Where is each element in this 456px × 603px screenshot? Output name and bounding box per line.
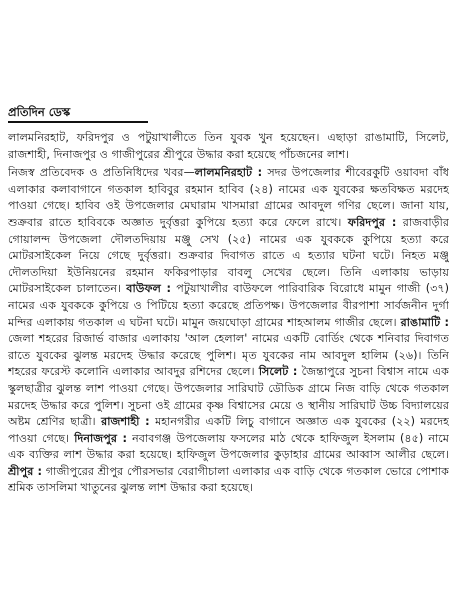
article-body [8, 130, 449, 595]
byline-underline [8, 121, 148, 123]
location-faridpur: ফরিদপুর : [347, 215, 397, 229]
headline-line-2 [0, 50, 456, 96]
location-sylhet: সিলেট : [258, 365, 298, 379]
byline: প্রতিদিন ডেস্ক [8, 105, 71, 119]
headline-line-1 [0, 4, 456, 50]
news-sylhet: জৈন্তাপুরে সুচনা বিশ্বাস নামে এক স্কুলছাত্রীর ঝুলন্ত লাশ পাওয়া গেছে। উপজেলার সারিঘাট ডৌডিক গ্রামে নিজ বাড়ি থেকে গতকাল মরদেহ উদ্ধার করে পুলিশ। সুচনা ওই গ্রামের কৃষ্ণ বিশ্বাসের মেয়ে ও স্থানীয় সারিঘাট উচ্চ বিদ্যালয়ের অষ্টম শ্রেণির ছাত্রী। [8, 365, 449, 429]
news-bauphal: পটুয়াখালীর বাউফলে পারিবারিক বিরোধে মামুন গাজী (৩৭) নামের এক যুবককে কুপিয়ে ও পিটিয়ে হত্যা করেছে প্রতিপক্ষ। উপজেলার বীরপাশা সার্বজনীন দুর্গা মন্দির এলাকায় গতকাল এ ঘটনা ঘটে। মামুন জয়ঘোড়া গ্রামের শাহআলম গাজীর ছেলে। [8, 282, 449, 329]
location-rangamati: রাঙামাটি : [400, 315, 449, 329]
news-rangamati: জেলা শহরের রিজার্ভ বাজার এলাকায় 'আল হেলাল' নামের একটি বোর্ডিং থেকে শনিবার দিবাগত রাতে যুবকের ঝুলন্ত মরদেহ উদ্ধার করেছে পুলিশ। মৃত যুবকের নাম আবদুল হালিম (২৬)। তিনি শহরের ফরেস্ট কলোনি এলাকার আবদুর রশিদের ছেলে। [8, 332, 449, 379]
headline [0, 4, 456, 96]
location-rajshahi: রাজশাহী : [101, 415, 150, 429]
news-lalmonirhat: সদর উপজেলার শীবেরকুটি ওয়াবদা বাঁধ এলাকার কলাবাগানে গতকাল হাবিবুর রহমান হাবিব (২৪) নামের এক যুবকের ক্ষতবিক্ষত মরদেহ পাওয়া গেছে। হাবিব ওই উপজেলার মেঘারাম খাসমারা গ্রামের আবদুল গণির ছেলে। জানা যায়, শুক্রবার রাতে হাবিবকে অজ্ঞাত দুর্বৃত্তরা কুপিয়ে হত্যা করে ফেলে রাখে। [8, 166, 449, 229]
location-bauphal: বাউফল : [126, 282, 172, 296]
location-sreepur: শ্রীপুর : [8, 464, 43, 478]
paragraph-lead: নিজস্ব প্রতিবেদক ও প্রতিনিধিদের খবর— [8, 166, 195, 180]
news-faridpur: রাজবাড়ীর গোয়ালন্দ উপজেলা দৌলতদিয়ায় মঞ্জু সেখ (২৫) নামের এক যুবককে কুপিয়ে হত্যা করে মোটরসাইকেল নিয়ে গেছে দুর্বৃত্তরা। শুক্রবার দিবাগত রাতে এ হত্যার ঘটনা ঘটে। নিহত মঞ্জু দৌলতদিয়া ইউনিয়নের রহমান ফকিরপাড়ার বাবলু সেখের ছেলে। তিনি এলাকায় ভাড়ায় মোটরসাইকেল চালাতেন। [8, 215, 449, 296]
news-rajshahi: মহানগরীর একটি লিচু বাগানে অজ্ঞাত এক যুবকের (২২) মরদেহ পাওয়া গেছে। [8, 415, 449, 445]
location-lalmonirhat: লালমনিরহাট : [194, 166, 263, 180]
news-dinajpur: নবাবগঞ্জ উপজেলায় ফসলের মাঠ থেকে হাফিজুল ইসলাম (৪৫) নামে এক ব্যক্তির লাশ উদ্ধার করা হয়েছে। হাফিজুল উপজেলার কুড়াহার গ্রামের আব্বাস আলীর ছেলে। [8, 431, 449, 462]
article-paragraph [8, 165, 449, 497]
article-intro: লালমনিরহাট, ফরিদপুর ও পটুয়াখালীতে তিন যুবক খুন হয়েছেন। এছাড়া রাঙামাটি, সিলেট, রাজশাহী, দিনাজপুর ও গাজীপুরের শ্রীপুরে উদ্ধার করা হয়েছে পাঁচজনের লাশ। [8, 131, 449, 161]
news-sreepur: গাজীপুরের শ্রীপুর পৌরসভার বেরাগীচালা এলাকার এক বাড়ি থেকে গতকাল ভোরে পোশাক শ্রমিক তাসলিমা খাতুনের ঝুলন্ত লাশ উদ্ধার করা হয়েছে। [8, 464, 449, 495]
location-dinajpur: দিনাজপুর : [74, 431, 127, 445]
